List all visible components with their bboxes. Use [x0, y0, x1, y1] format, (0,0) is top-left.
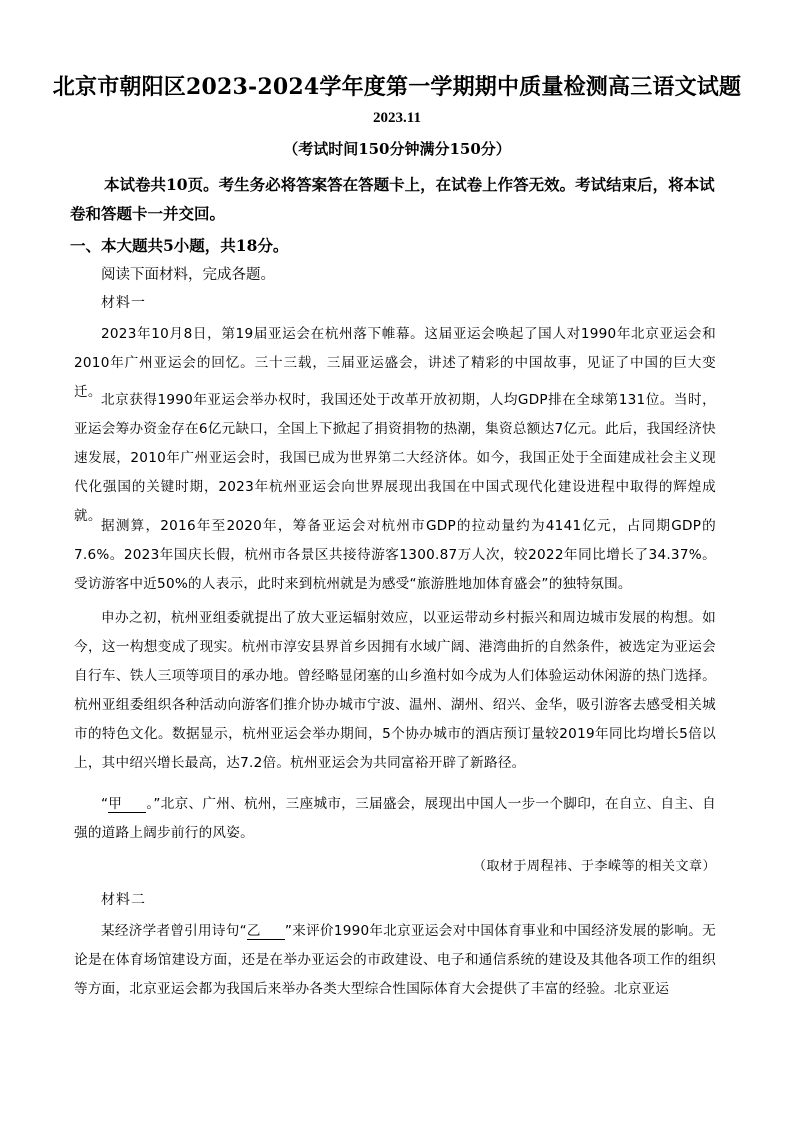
blank-yi: 乙	[247, 923, 285, 940]
section-heading: 一、本大题共5小题，共18分。	[70, 236, 289, 255]
paragraph-1-open: 某经济学者曾引用诗句“	[101, 923, 247, 939]
blank-jia: 甲	[108, 796, 146, 813]
material-one-heading: 材料一	[101, 295, 146, 311]
material-one-source: （取材于周程祎、于李嵘等的相关文章）	[472, 859, 716, 874]
material-two-paragraph-1	[74, 917, 716, 1004]
section-instruction: 阅读下面材料，完成各题。	[101, 267, 275, 283]
material-one-paragraph-5	[74, 790, 716, 848]
exam-notice: 本试卷共10页。考生务必将答案答在答题卡上，在试卷上作答无效。考试结束后，将本试卷和答题卡一并交回。	[70, 175, 715, 223]
exam-date: 2023.11	[373, 110, 421, 126]
material-two-heading: 材料二	[101, 892, 146, 908]
paragraph-5-text: 。”北京、广州、杭州，三座城市，三届盛会，展现出中国人一步一个脚印，在自立、自主、自强的道路上阔步前行的风姿。	[74, 796, 716, 841]
material-one-paragraph-1: 2023年10月8日，第19届亚运会在杭州落下帷幕。这届亚运会唤起了国人对1990年北京亚运会和2010年广州亚运会的回忆。三十三载，三届亚运盛会，讲述了精彩的中国故事，见证了中国的巨大变迁。	[74, 326, 716, 400]
exam-title: 北京市朝阳区2023-2024学年度第一学期期中质量检测高三语文试题	[52, 74, 742, 100]
quote-open: “	[101, 796, 109, 812]
material-one-paragraph-3: 据测算，2016年至2020年，筹备亚运会对杭州市GDP的拉动量约为4141亿元，占同期GDP的7.6%。2023年国庆长假，杭州市各景区共接待游客1300.87万人次，较2022年同比增长了34.37%。受访游客中近50%的人表示，此时来到杭州就是为感受“旅游胜地加体育盛会”的独特氛围。	[74, 518, 716, 592]
material-one-paragraph-4: 申办之初，杭州亚组委就提出了放大亚运辐射效应，以亚运带动乡村振兴和周边城市发展的构想。如今，这一构想变成了现实。杭州市淳安县界首乡因拥有水域广阔、港湾曲折的自然条件，被选定为亚运会自行车、铁人三项等项目的承办地。曾经略显闭塞的山乡渔村如今成为人们体验运动休闲游的热门选择。杭州亚组委组织各种活动向游客们推介协办城市宁波、温州、湖州、绍兴、金华，吸引游客去感受相关城市的特色文化。数据显示，杭州亚运会举办期间，5个协办城市的酒店预订量较2019年同比均增长5倍以上，其中绍兴增长最高，达7.2倍。杭州亚运会为共同富裕开辟了新路径。	[74, 610, 716, 771]
material-one-paragraph-2: 北京获得1990年亚运会举办权时，我国还处于改革开放初期，人均GDP排在全球第131位。当时，亚运会筹办资金存在6亿元缺口，全国上下掀起了捐资捐物的热潮，集资总额达7亿元。此后，我国经济快速发展，2010年广州亚运会时，我国已成为世界第二大经济体。如今，我国正处于全面建成社会主义现代化强国的关键时期，2023年杭州亚运会向世界展现出我国在中国式现代化建设进程中取得的辉煌成就。	[74, 392, 716, 524]
exam-duration-info: （考试时间150分钟满分150分）	[283, 140, 511, 158]
paragraph-1-text: ”来评价1990年北京亚运会对中国体育事业和中国经济发展的影响。无论是在体育场馆建设方面，还是在举办亚运会的市政建设、电子和通信系统的建设及其他各项工作的组织等方面，北京亚运会都为我国后来举办各类大型综合性国际体育大会提供了丰富的经验。北京亚运	[74, 923, 716, 997]
